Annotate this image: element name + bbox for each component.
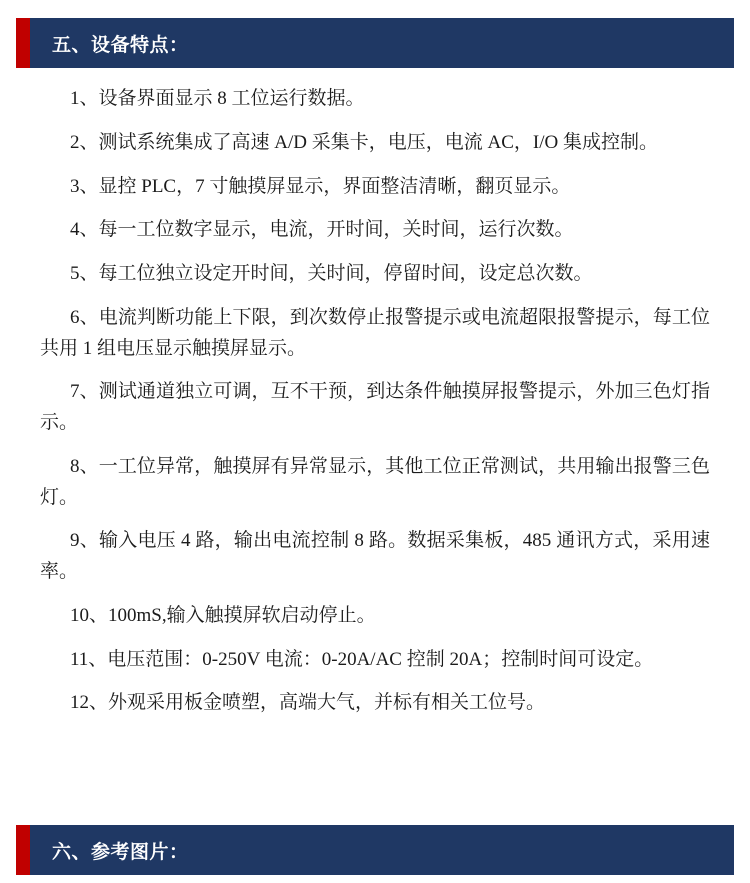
list-item: 9、输入电压 4 路，输出电流控制 8 路。数据采集板，485 通讯方式，采用速率。 [40, 530, 710, 583]
list-item: 7、测试通道独立可调，互不干预，到达条件触摸屏报警提示，外加三色灯指示。 [40, 381, 710, 434]
feature-list [0, 68, 750, 719]
list-item: 10、100mS,输入触摸屏软启动停止。 [70, 604, 376, 626]
document-page [0, 18, 750, 883]
section-header-five [16, 18, 734, 68]
section-title-bar [30, 825, 734, 875]
list-item: 4、每一工位数字显示，电流，开时间，关时间，运行次数。 [70, 219, 574, 241]
list-item: 5、每工位独立设定开时间，关时间，停留时间，设定总次数。 [70, 263, 593, 285]
section-header-six-wrapper [0, 825, 750, 875]
section-accent-bar [16, 825, 30, 875]
list-item: 2、测试系统集成了高速 A/D 采集卡，电压，电流 AC，I/O 集成控制。 [70, 131, 658, 153]
section-six-title: 六、参考图片： [52, 841, 189, 863]
list-item: 3、显控 PLC，7 寸触摸屏显示，界面整洁清晰，翻页显示。 [70, 175, 571, 197]
list-item: 6、电流判断功能上下限，到次数停止报警提示或电流超限报警提示，每工位共用 1 组电压显示触摸屏显示。 [40, 306, 710, 359]
list-item: 8、一工位异常，触摸屏有异常显示，其他工位正常测试，共用输出报警三色灯。 [40, 455, 710, 508]
section-header-six [16, 825, 734, 875]
list-item: 1、设备界面显示 8 工位运行数据。 [70, 88, 365, 109]
list-item: 11、电压范围：0-250V 电流：0-20A/AC 控制 20A；控制时间可设定。 [70, 648, 654, 670]
section-five-title: 五、设备特点： [52, 34, 189, 56]
section-title-bar [30, 18, 734, 68]
section-accent-bar [16, 18, 30, 68]
list-item: 12、外观采用板金喷塑，高端大气，并标有相关工位号。 [70, 692, 546, 714]
